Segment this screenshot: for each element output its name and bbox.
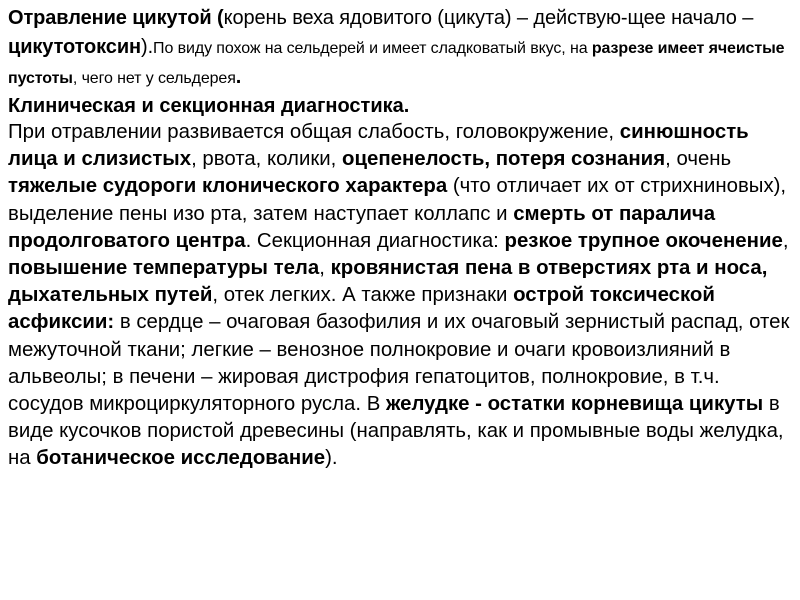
intro-paragraph — [8, 4, 794, 93]
body-highlight: синюшность лица и слизистых — [8, 121, 749, 171]
intro-note-text: , чего нет у сельдерея — [72, 70, 236, 87]
body-text: , очень — [665, 148, 732, 171]
body-text: . Секционная диагностика: — [245, 229, 505, 252]
body-text: (что отличает их от стрихниновых), выделение пены изо рта, затем наступает коллапс и — [8, 175, 787, 225]
body-highlight: смерть от паралича продолговатого центра — [8, 202, 716, 252]
body-highlight: повышение температуры тела — [8, 257, 320, 280]
intro-period: . — [235, 66, 242, 88]
body-text: ). — [325, 447, 338, 470]
section-heading: Клиническая и секционная диагностика. — [8, 95, 410, 117]
intro-note-highlight: разрезе имеет ячеистые пустоты — [8, 40, 785, 87]
body-highlight: желудке - остатки корневища цикуты — [385, 393, 764, 416]
body-highlight: оцепенелость, потеря сознания — [341, 148, 666, 171]
document-page — [8, 4, 794, 473]
body-text: в виде кусочков пористой древесины (направлять, как и промывные воды желудка, на — [8, 393, 784, 470]
body-paragraph — [8, 119, 794, 473]
intro-note-text: По виду похож на сельдерей и имеет сладковатый вкус, на — [153, 40, 592, 57]
body-text: , — [782, 229, 789, 252]
body-highlight: ботаническое исследование — [36, 447, 326, 470]
intro-text: ). — [141, 36, 154, 58]
body-highlight: тяжелые судороги клонического характера — [8, 175, 448, 198]
body-text: , рвота, колики, — [191, 148, 342, 171]
intro-toxin: цикутотоксин — [8, 36, 142, 58]
body-text: , отек легких. А также признаки — [212, 284, 514, 307]
intro-text: корень веха ядовитого (цикута) – действую-щее начало – — [223, 7, 754, 29]
body-text: , — [319, 257, 331, 280]
body-text: При отравлении развивается общая слабость, головокружение, — [8, 121, 620, 143]
body-highlight: острой токсической асфиксии: — [8, 284, 715, 334]
intro-title-start: Отравление цикутой ( — [8, 7, 224, 29]
body-text: в сердце – очаговая базофилия и их очаговый зернистый распад, отек межуточной ткани; легкие – венозное полнокровие и очаги кровоизлияний в альвеолы; в печени – жировая дистрофия гепатоцитов, полнокровие, в т.ч. сосудов микроциркуляторного русла. В — [8, 311, 790, 416]
body-highlight: кровянистая пена в отверстиях рта и носа, дыхательных путей — [8, 257, 768, 307]
body-highlight: резкое трупное окоченение — [504, 229, 783, 252]
